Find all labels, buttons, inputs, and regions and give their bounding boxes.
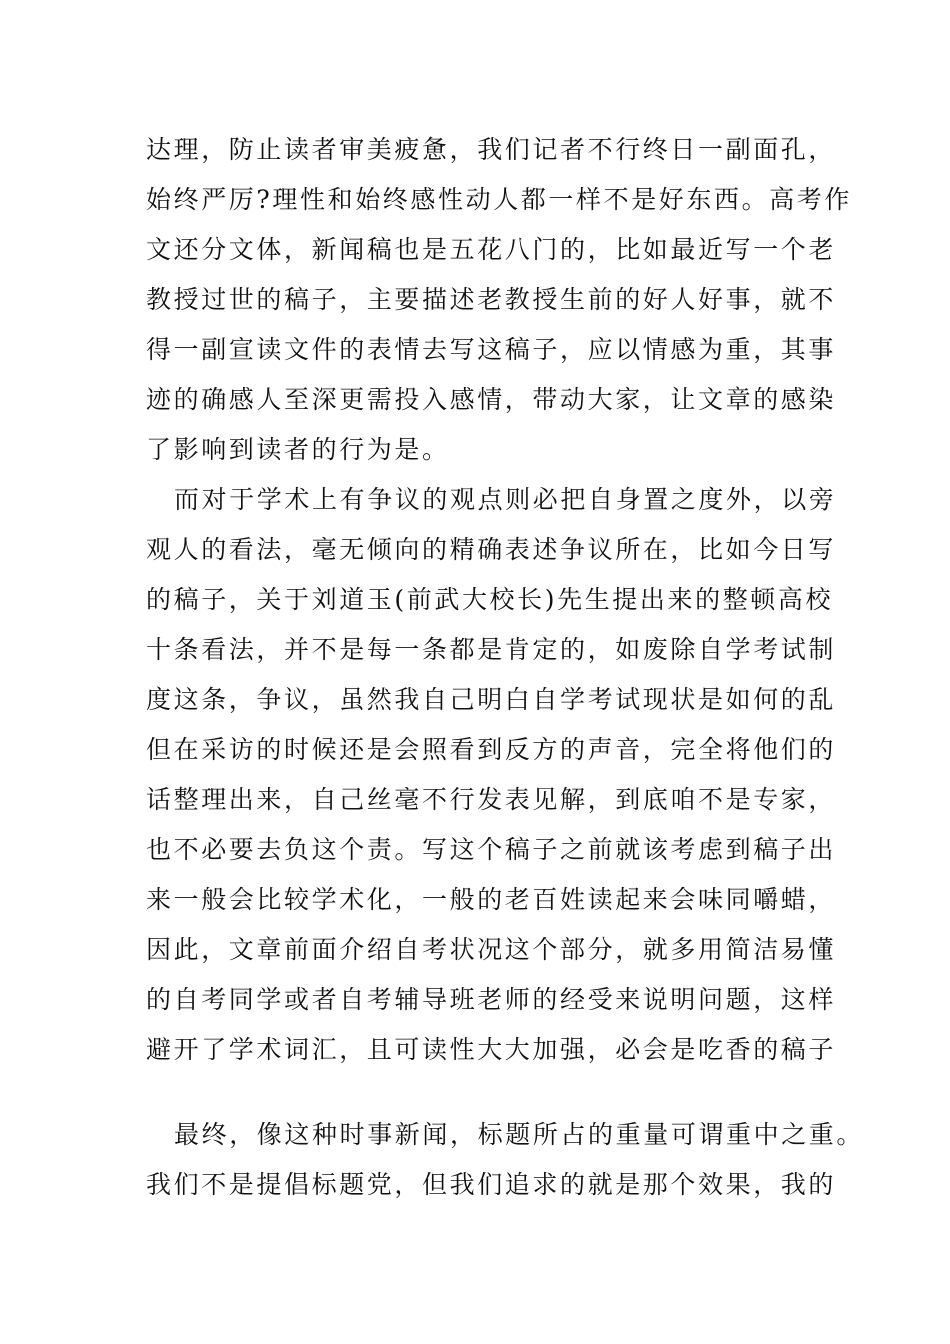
- paragraph-1-line: 了影响到读者的行为是。: [146, 435, 450, 464]
- paragraph-2-line: 避开了学术词汇，且可读性大大加强，必会是吃香的稿子: [146, 1035, 837, 1064]
- paragraph-2-line: 因此，文章前面介绍自考状况这个部分，就多用简洁易懂: [146, 935, 837, 964]
- paragraph-3: [146, 1110, 865, 1210]
- paragraph-1-line: 得一副宣读文件的表情去写这稿子，应以情感为重，其事: [146, 335, 837, 364]
- paragraph-2-line: 而对于学术上有争议的观点则必把自身置之度外，以旁: [174, 485, 837, 514]
- paragraph-1-line: 达理，防止读者审美疲惫，我们记者不行终日一副面孔，: [146, 135, 837, 164]
- paragraph-1-line: 文还分文体，新闻稿也是五花八门的，比如最近写一个老: [146, 235, 837, 264]
- paragraph-2-line: 也不必要去负这个责。写这个稿子之前就该考虑到稿子出: [146, 835, 837, 864]
- paragraph-2-line: 的自考同学或者自考辅导班老师的经受来说明问题，这样: [146, 985, 837, 1014]
- paragraph-2-line: 度这条，争议，虽然我自己明白自学考试现状是如何的乱: [146, 685, 837, 714]
- paragraph-3-line: 我们不是提倡标题党，但我们追求的就是那个效果，我的: [146, 1170, 837, 1199]
- paragraph-2-line: 但在采访的时候还是会照看到反方的声音，完全将他们的: [146, 735, 837, 764]
- paragraph-2: [146, 475, 837, 1075]
- paragraph-1-line: 教授过世的稿子，主要描述老教授生前的好人好事，就不: [146, 285, 837, 314]
- paragraph-1-line: 始终严厉?理性和始终感性动人都一样不是好东西。高考作: [146, 185, 853, 214]
- document-body: [146, 125, 865, 1210]
- paragraph-2-line: 十条看法，并不是每一条都是肯定的，如废除自学考试制: [146, 635, 837, 664]
- paragraph-3-line: 最终，像这种时事新闻，标题所占的重量可谓重中之重。: [174, 1120, 865, 1149]
- paragraph-2-line: 来一般会比较学术化，一般的老百姓读起来会味同嚼蜡，: [146, 885, 837, 914]
- paragraph-spacer: [146, 1075, 826, 1110]
- paragraph-2-line: 话整理出来，自己丝毫不行发表见解，到底咱不是专家，: [146, 785, 837, 814]
- paragraph-1-line: 迹的确感人至深更需投入感情，带动大家，让文章的感染: [146, 385, 837, 414]
- paragraph-2-line: 的稿子，关于刘道玉(前武大校长)先生提出来的整顿高校: [146, 585, 834, 614]
- paragraph-2-line: 观人的看法，毫无倾向的精确表述争议所在，比如今日写: [146, 535, 837, 564]
- paragraph-1: [146, 125, 853, 475]
